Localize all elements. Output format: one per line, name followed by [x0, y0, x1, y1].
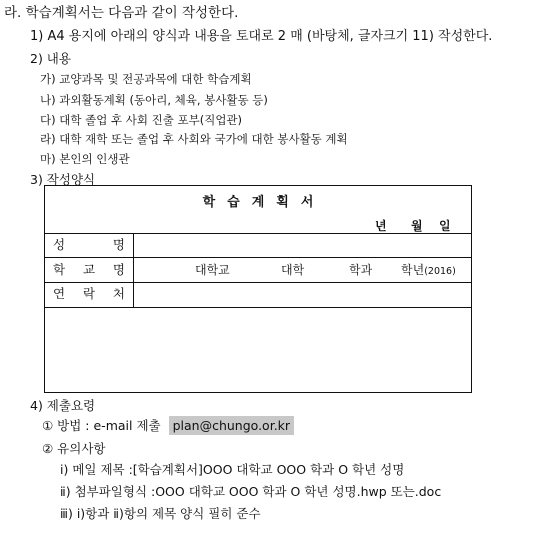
study-plan-form — [44, 185, 472, 393]
school-dept: 학과 — [349, 263, 373, 277]
school-univ: 대학교 — [195, 263, 230, 277]
item-1-text: 1) A4 용지에 아래의 양식과 내용을 토대로 2 매 (바탕체, 글자크기 11) 작성한다. — [30, 29, 493, 44]
form-date-day: 일 — [439, 219, 451, 233]
form-label-divider — [133, 233, 134, 307]
item-4-title: 4) 제출요령 — [30, 398, 96, 413]
form-divider — [45, 233, 471, 234]
school-college: 대학 — [281, 263, 305, 277]
item-2-sub-b: 나) 과외활동계획 (동아리, 체육, 봉사활동 등) — [40, 93, 268, 107]
note-mail-subject: ⅰ) 메일 제목 :[학습계획서]OOO 대학교 OOO 학과 O 학년 성명 — [60, 462, 405, 477]
item-2-sub-d: 라) 대학 재학 또는 졸업 후 사회와 국가에 대한 봉사활동 계획 — [40, 132, 348, 146]
item-2-sub-a: 가) 교양과목 및 전공과목에 대한 학습계획 — [40, 72, 252, 86]
form-label-name: 성 명 — [53, 237, 125, 252]
section-heading: 라. 학습계획서는 다음과 같이 작성한다. — [4, 5, 239, 21]
item-2-sub-e: 마) 본인의 인생관 — [40, 152, 130, 166]
item-2-title: 2) 내용 — [30, 51, 71, 66]
item-3-title: 3) 작성양식 — [30, 172, 96, 187]
submit-method-label: ① 방법 : e-mail 제출 — [42, 418, 161, 433]
form-divider — [45, 257, 471, 258]
form-label-contact: 연 락 처 — [53, 286, 125, 301]
note-compliance: ⅲ) ⅰ)항과 ⅱ)항의 제목 양식 필히 준수 — [60, 506, 261, 521]
note-attachment-format: ⅱ) 첨부파일형식 :OOO 대학교 OOO 학과 O 학년 성명.hwp 또는.doc — [60, 484, 442, 499]
notes-title: ② 유의사항 — [42, 441, 106, 456]
school-year: 학년(2016) — [401, 263, 456, 277]
form-date-month: 월 — [411, 219, 423, 233]
item-2-sub-c: 다) 대학 졸업 후 사회 진출 포부(직업관) — [40, 113, 243, 127]
form-divider — [45, 282, 471, 283]
form-date-year: 년 — [375, 219, 387, 233]
submit-email: plan@chungo.or.kr — [169, 416, 294, 435]
form-divider — [45, 307, 471, 308]
form-title: 학습계획서 — [202, 195, 326, 210]
form-label-school: 학 교 명 — [53, 262, 125, 277]
submit-method — [42, 420, 294, 433]
